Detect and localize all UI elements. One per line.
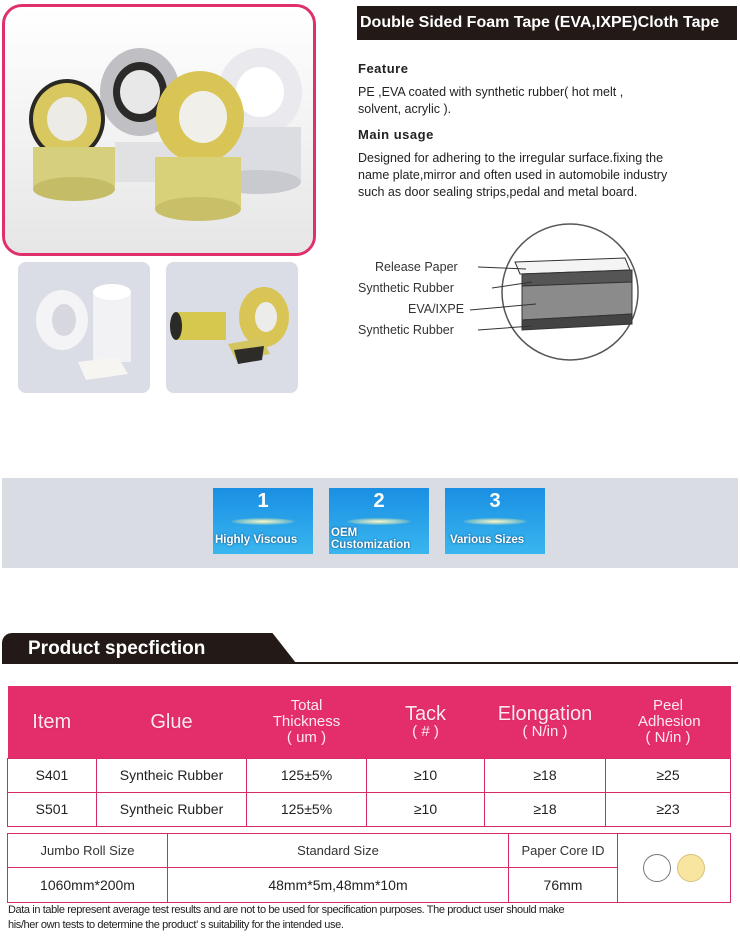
table-row (8, 792, 731, 826)
cell-standard-size: 48mm*5m,48mm*10m (168, 868, 509, 903)
usage-text: Designed for adhering to the irregular surface.fixing the name plate,mirror and often used in automobile industry such as door sealing strips,pedal and metal board. (358, 151, 668, 199)
feature-label: Highly Viscous (215, 534, 298, 546)
disclaimer-note: Data in table represent average test results and are not to be used for specification purposes. The product user should make his/her own tests to determine the product’ s suitability for the intended use. (8, 904, 565, 931)
spec-table (7, 686, 731, 827)
cell-jumbo-roll-size: 1060mm*200m (8, 868, 168, 903)
diagram-label-synthetic-rubber-bottom: Synthetic Rubber (358, 323, 454, 337)
roll-header-row (8, 834, 731, 868)
cell-item: S401 (8, 758, 97, 792)
feature-text: PE ,EVA coated with synthetic rubber( hot melt , solvent, acrylic ). (358, 85, 624, 116)
header-standard-size: Standard Size (168, 834, 509, 868)
header-glue: Glue (97, 686, 247, 758)
feature-label: OEM Customization (331, 527, 411, 551)
glow-decoration (347, 518, 411, 525)
feature-number: 3 (489, 490, 501, 512)
feature-number: 1 (257, 490, 269, 512)
spec-heading: Product specfiction (28, 638, 206, 659)
header-total-thickness: Total Thickness ( um ) (247, 686, 367, 758)
cell-paper-core-id: 76mm (509, 868, 618, 903)
header-peel-adhesion: Peel Adhesion ( N/in ) (606, 686, 731, 758)
diagram-label-synthetic-rubber-top: Synthetic Rubber (358, 281, 454, 295)
thumbnail-white-tape[interactable] (18, 262, 150, 393)
cell-tack: ≥10 (367, 758, 485, 792)
header-jumbo-roll-size: Jumbo Roll Size (8, 834, 168, 868)
cell-peel-adhesion: ≥23 (606, 792, 731, 826)
table-row (8, 758, 731, 792)
cell-glue: Syntheic Rubber (97, 758, 247, 792)
white-core-swatch[interactable] (643, 854, 671, 882)
yellow-core-swatch[interactable] (677, 854, 705, 882)
tape-structure-diagram (350, 222, 640, 362)
feature-number: 2 (373, 490, 385, 512)
glow-decoration (231, 518, 295, 525)
cell-elongation: ≥18 (485, 758, 606, 792)
feature-badge-3 (445, 488, 545, 554)
diagram-label-eva-ixpe: EVA/IXPE (408, 302, 465, 316)
glow-decoration (463, 518, 527, 525)
feature-strip (2, 478, 738, 568)
main-product-photo (2, 4, 316, 256)
header-paper-core-id: Paper Core ID (509, 834, 618, 868)
feature-heading: Feature (358, 61, 409, 76)
feature-badge-1 (213, 488, 313, 554)
thumbnail-yellow-tape[interactable] (166, 262, 298, 393)
cell-thickness: 125±5% (247, 758, 367, 792)
header-tack: Tack ( # ) (367, 686, 485, 758)
usage-heading: Main usage (358, 127, 434, 142)
feature-label: Various Sizes (450, 534, 525, 546)
spec-header-row (8, 686, 731, 758)
product-title: Double Sided Foam Tape (EVA,IXPE)Cloth Tape (357, 6, 737, 40)
roll-size-table (7, 833, 731, 903)
header-elongation: Elongation ( N/in ) (485, 686, 606, 758)
diagram-label-release-paper: Release Paper (375, 260, 458, 274)
feature-badge-2 (329, 488, 429, 554)
core-color-swatches (618, 834, 731, 903)
cell-item: S501 (8, 792, 97, 826)
cell-peel-adhesion: ≥25 (606, 758, 731, 792)
header-item: Item (8, 686, 97, 758)
cell-glue: Syntheic Rubber (97, 792, 247, 826)
cell-elongation: ≥18 (485, 792, 606, 826)
cell-thickness: 125±5% (247, 792, 367, 826)
divider (2, 662, 738, 664)
cell-tack: ≥10 (367, 792, 485, 826)
